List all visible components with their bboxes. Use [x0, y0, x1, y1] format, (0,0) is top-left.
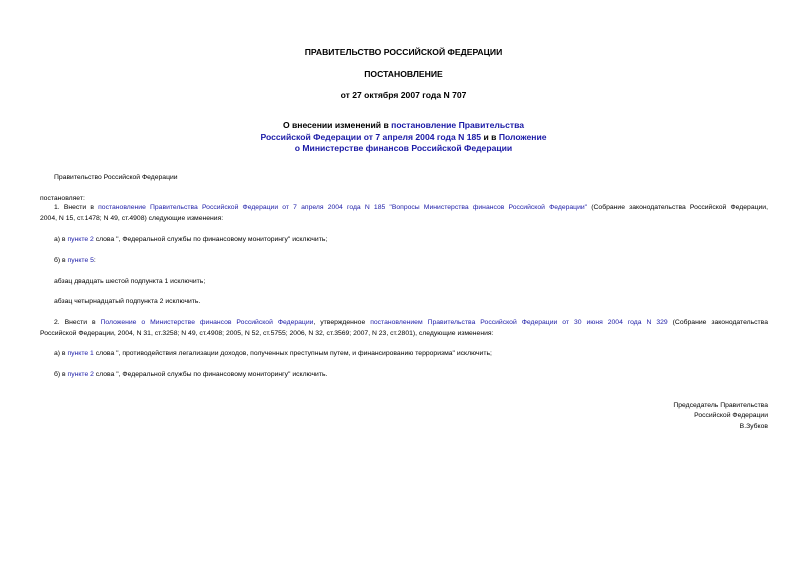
title-prefix: О внесении изменений в: [282, 120, 392, 130]
decrees-text: постановляет:: [40, 195, 85, 202]
item-1-line2: 2004, N 15, ст.1478; N 49, ст.4908) следующие изменения:: [40, 214, 224, 222]
title-link-decree-185-cont[interactable]: Российской Федерации от 7 апреля 2004 года N 185: [260, 131, 482, 142]
item-1-paragraph: [40, 203, 768, 224]
government-heading: ПРАВИТЕЛЬСТВО РОССИЙСКОЙ ФЕДЕРАЦИИ: [304, 47, 503, 57]
item-1b-prefix: б) в: [54, 257, 68, 264]
date-number-heading: от 27 октября 2007 года N 707: [340, 90, 467, 100]
signature-name: В.Зубков: [739, 422, 768, 430]
item-1a-text: [54, 235, 327, 244]
document-type-heading: ПОСТАНОВЛЕНИЕ: [364, 69, 443, 79]
item-1-prefix: 1. Внести в: [54, 204, 99, 211]
item-2b-suffix: слова ", Федеральной службы по финансовому мониторингу" исключить.: [93, 371, 328, 378]
item-1b-paragraph-26: абзац двадцать шестой подпункта 1 исключить;: [54, 278, 206, 285]
item-2a-suffix: слова ", противодействия легализации доходов, полученных преступным путем, и финансированию терроризма" исключить;: [93, 350, 492, 357]
item-1a-suffix: слова ", Федеральной службы по финансовому мониторингу" исключить;: [93, 236, 328, 243]
signature-position: Председатель Правительства: [673, 402, 768, 409]
item-2-suffix: (Собрание законодательства: [667, 319, 768, 326]
item-1-suffix: (Собрание законодательства Российской Федерации,: [587, 204, 768, 211]
title-link-regulation-cont[interactable]: о Министерстве финансов Российской Федерации: [294, 143, 513, 153]
item-2-prefix: 2. Внести в: [54, 319, 101, 326]
item-2b-link-point-2[interactable]: пункте 2: [67, 371, 94, 378]
item-2-paragraph: [40, 318, 768, 339]
item-2-link-regulation[interactable]: Положение о Министерстве финансов Российской Федерации: [100, 319, 314, 326]
item-1b-text: [54, 256, 96, 265]
item-2-link-decree-329[interactable]: постановлением Правительства Российской Федерации от 30 июня 2004 года N 329: [370, 319, 668, 326]
item-1a-link-point-2[interactable]: пункте 2: [67, 236, 94, 243]
document-title: [0, 120, 807, 155]
item-2b-text: [54, 370, 327, 379]
item-1b-link-point-5[interactable]: пункте 5: [67, 257, 94, 264]
item-2-middle: , утвержденное: [313, 319, 371, 326]
title-link-decree-185[interactable]: постановление Правительства: [391, 120, 525, 130]
title-middle: и в: [481, 131, 499, 142]
item-2-line2: Российской Федерации, 2004, N 31, ст.3258; N 49, ст.4908; 2005, N 52, ст.5755; 2006, N 32, ст.3569; 2007, N 23, ст.2801), следующие изменения:: [40, 329, 494, 337]
signature-organization: Российской Федерации: [694, 412, 768, 420]
item-1b-suffix: :: [93, 257, 96, 264]
issuer-text: Правительство Российской Федерации: [54, 174, 178, 181]
item-2a-link-point-1[interactable]: пункте 1: [67, 350, 94, 357]
item-1a-prefix: а) в: [54, 236, 68, 243]
title-link-regulation[interactable]: Положение: [498, 131, 547, 142]
item-2b-prefix: б) в: [54, 371, 68, 378]
item-1-link-decree-185[interactable]: постановление Правительства Российской Федерации от 7 апреля 2004 года N 185 "Вопросы Министерства финансов Российской Федерации": [98, 204, 588, 211]
signature-block: [673, 401, 768, 432]
item-2a-prefix: а) в: [54, 350, 68, 357]
item-1b-paragraph-14: абзац четырнадцатый подпункта 2 исключить.: [54, 298, 201, 305]
item-2a-text: [54, 349, 492, 358]
